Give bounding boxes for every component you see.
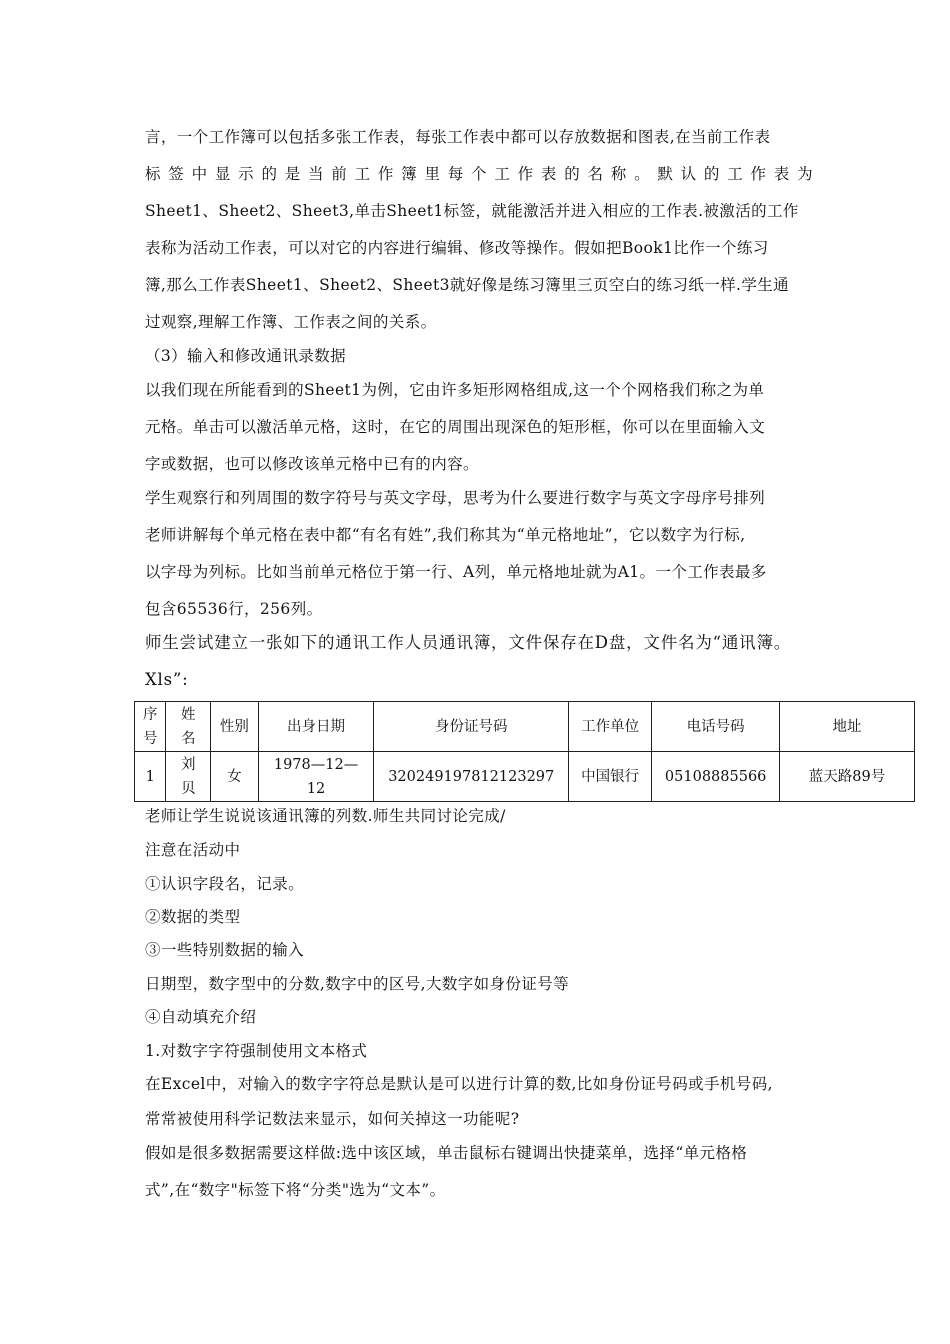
paragraph-line: 元格。单击可以激活单元格，这时，在它的周围出现深色的矩形框，你可以在里面输入文 bbox=[145, 418, 766, 436]
table-cell: 中国银行 bbox=[569, 752, 652, 802]
paragraph-line: 日期型，数字型中的分数,数字中的区号,大数字如身份证号等 bbox=[145, 975, 570, 993]
paragraph-line: 式”,在“数字"标签下将“分类"选为“文本”。 bbox=[145, 1181, 446, 1199]
paragraph-line: 假如是很多数据需要这样做:选中该区域，单击鼠标右键调出快捷菜单，选择“单元格格 bbox=[145, 1144, 748, 1162]
header-cell: 序号 bbox=[135, 702, 166, 752]
contacts-table bbox=[134, 701, 915, 802]
header-cell: 性别 bbox=[211, 702, 259, 752]
paragraph-line: 言，一个工作簿可以包括多张工作表，每张工作表中都可以存放数据和图表,在当前工作表 bbox=[145, 128, 771, 146]
paragraph-line: Xls”: bbox=[145, 670, 189, 689]
paragraph-line: 簿,那么工作表Sheet1、Sheet2、Sheet3就好像是练习簿里三页空白的练习纸一样.学生通 bbox=[145, 276, 790, 294]
list-item: ①认识字段名，记录。 bbox=[145, 875, 305, 893]
header-cell: 工作单位 bbox=[569, 702, 652, 752]
header-cell: 出身日期 bbox=[258, 702, 374, 752]
paragraph-line: Sheet1、Sheet2、Sheet3,单击Sheet1标签，就能激活并进入相应的工作表.被激活的工作 bbox=[145, 202, 799, 220]
paragraph-line: 以我们现在所能看到的Sheet1为例，它由许多矩形网格组成,这一个个网格我们称之为单 bbox=[145, 381, 765, 399]
table-cell: 1 bbox=[135, 752, 166, 802]
header-cell: 姓名 bbox=[166, 702, 211, 752]
paragraph-line: 字或数据，也可以修改该单元格中已有的内容。 bbox=[145, 455, 479, 473]
paragraph-line: 以字母为列标。比如当前单元格位于第一行、A列，单元格地址就为A1。一个工作表最多 bbox=[145, 563, 767, 581]
paragraph-line: 老师让学生说说该通讯簿的列数.师生共同讨论完成/ bbox=[145, 807, 506, 825]
list-item: ③一些特别数据的输入 bbox=[145, 941, 305, 959]
paragraph-line: 标签中显示的是当前工作簿里每个工作表的名称。默认的工作表为 bbox=[145, 165, 813, 183]
header-cell: 电话号码 bbox=[652, 702, 780, 752]
paragraph-line: 包含65536行，256列。 bbox=[145, 600, 323, 618]
paragraph-line: 学生观察行和列周围的数字符号与英文字母，思考为什么要进行数字与英文字母序号排列 bbox=[145, 489, 766, 507]
table-cell: 刘贝 bbox=[166, 752, 211, 802]
header-cell: 地址 bbox=[780, 702, 915, 752]
list-item: ②数据的类型 bbox=[145, 908, 241, 926]
paragraph-line: 老师讲解每个单元格在表中都“有名有姓”,我们称其为“单元格地址”，它以数字为行标, bbox=[145, 526, 746, 544]
table-cell: 320249197812123297 bbox=[374, 752, 569, 802]
table-row bbox=[135, 752, 915, 802]
paragraph-line: 过观察,理解工作簿、工作表之间的关系。 bbox=[145, 313, 437, 331]
header-cell: 身份证号码 bbox=[374, 702, 569, 752]
paragraph-line: 1.对数字字符强制使用文本格式 bbox=[145, 1042, 368, 1060]
list-item: ④自动填充介绍 bbox=[145, 1008, 257, 1026]
section-heading: （3）输入和修改通讯录数据 bbox=[145, 347, 347, 365]
paragraph-line: 表称为活动工作表，可以对它的内容进行编辑、修改等操作。假如把Book1比作一个练习 bbox=[145, 239, 769, 257]
table-cell: 蓝天路89号 bbox=[780, 752, 915, 802]
paragraph-line: 常常被使用科学记数法来显示，如何关掉这一功能呢? bbox=[145, 1110, 520, 1128]
table-cell: 05108885566 bbox=[652, 752, 780, 802]
paragraph-line: 师生尝试建立一张如下的通讯工作人员通讯簿，文件保存在D盘，文件名为“通讯簿。 bbox=[145, 633, 792, 652]
table-cell: 女 bbox=[211, 752, 259, 802]
table-header-row bbox=[135, 702, 915, 752]
paragraph-line: 注意在活动中 bbox=[145, 841, 241, 859]
paragraph-line: 在Excel中，对输入的数字字符总是默认是可以进行计算的数,比如身份证号码或手机号码, bbox=[145, 1075, 773, 1093]
table-cell: 1978—12—12 bbox=[258, 752, 374, 802]
